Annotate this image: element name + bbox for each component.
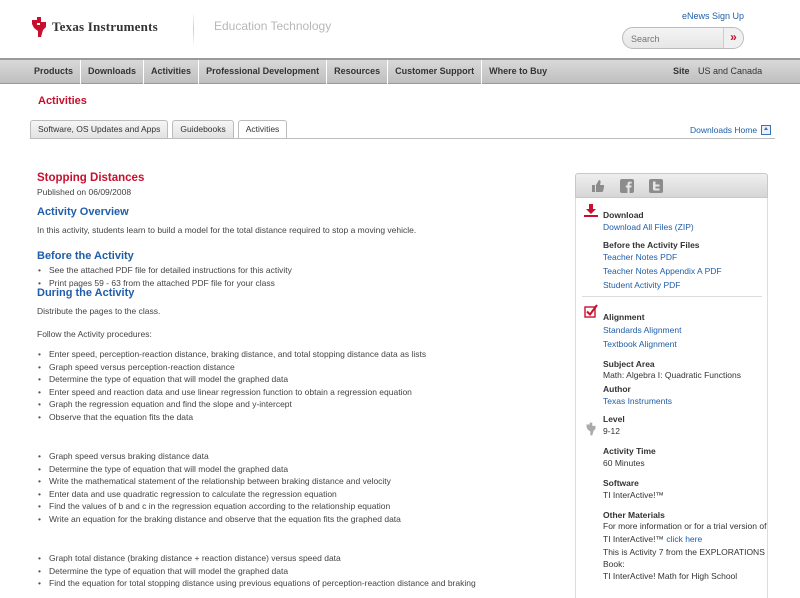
ti-logo[interactable] bbox=[30, 16, 158, 38]
downloads-home-link[interactable] bbox=[690, 125, 771, 135]
before-list bbox=[37, 264, 557, 289]
level-heading: Level bbox=[603, 414, 625, 424]
main-nav bbox=[0, 58, 800, 84]
click-here-link[interactable]: click here bbox=[666, 534, 703, 544]
list-item: • Find the equation for total stopping distance using previous equations of perception-reaction distance and braking bbox=[37, 577, 557, 590]
site-selector[interactable] bbox=[673, 60, 762, 83]
teacher-notes-appendix-link[interactable]: Teacher Notes Appendix A PDF bbox=[603, 266, 722, 276]
search-input[interactable] bbox=[631, 32, 721, 45]
alignment-heading: Alignment bbox=[603, 312, 645, 322]
list-item: • Graph the regression equation and find the slope and y-intercept bbox=[37, 398, 557, 411]
like-icon[interactable] bbox=[591, 179, 605, 193]
list-item: • Write an equation for the braking distance and observe that the equation fits the graphed data bbox=[37, 513, 557, 526]
share-bar bbox=[575, 173, 768, 198]
procedure-list-3 bbox=[37, 552, 557, 590]
sidebar-divider bbox=[582, 296, 762, 297]
explorations-book-label: Book: bbox=[603, 559, 625, 569]
subject-area-value: Math: Algebra I: Quadratic Functions bbox=[603, 370, 741, 380]
checkbox-checked-icon bbox=[584, 304, 598, 320]
teacher-notes-pdf-link[interactable]: Teacher Notes PDF bbox=[603, 252, 678, 262]
list-item: • Enter speed and reaction data and use linear regression function to obtain a regression equation bbox=[37, 386, 557, 399]
list-item: • Graph speed versus perception-reaction distance bbox=[37, 361, 557, 374]
header-subtitle: Education Technology bbox=[214, 19, 332, 33]
procedure-list-1 bbox=[37, 348, 557, 423]
download-icon bbox=[584, 204, 598, 219]
other-materials-heading: Other Materials bbox=[603, 510, 665, 520]
explorations-note: This is Activity 7 from the EXPLORATIONS bbox=[603, 547, 765, 557]
tab-divider bbox=[30, 138, 775, 139]
student-activity-pdf-link[interactable]: Student Activity PDF bbox=[603, 280, 681, 290]
tab-software-os-updates[interactable]: Software, OS Updates and Apps bbox=[30, 120, 168, 138]
procedure-list-2 bbox=[37, 450, 557, 525]
list-item: • Print pages 59 - 63 from the attached PDF file for your class bbox=[37, 277, 557, 290]
twitter-icon[interactable] bbox=[649, 179, 663, 193]
nav-item-resources[interactable]: Resources bbox=[327, 60, 388, 84]
overview-text: In this activity, students learn to build a model for the total distance required to stop a moving vehicle. bbox=[37, 225, 417, 235]
list-item: • Determine the type of equation that will model the graphed data bbox=[37, 565, 557, 578]
nav-item-customer-support[interactable]: Customer Support bbox=[388, 60, 482, 84]
explorations-book-title: TI InterActive! Math for High School bbox=[603, 571, 738, 581]
standards-alignment-link[interactable]: Standards Alignment bbox=[603, 325, 682, 335]
search-submit-button[interactable]: » bbox=[723, 28, 743, 48]
overview-heading: Activity Overview bbox=[37, 206, 129, 218]
trial-product-name: TI InterActive!™ bbox=[603, 534, 664, 544]
during-text-distribute: Distribute the pages to the class. bbox=[37, 306, 161, 316]
published-date: Published on 06/09/2008 bbox=[37, 187, 132, 197]
author-link[interactable]: Texas Instruments bbox=[603, 396, 672, 406]
list-item: • Graph total distance (braking distance + reaction distance) versus speed data bbox=[37, 552, 557, 565]
alignment-section bbox=[603, 312, 766, 582]
site-header bbox=[0, 0, 800, 58]
download-all-zip-link[interactable]: Download All Files (ZIP) bbox=[603, 222, 694, 232]
nav-item-products[interactable]: Products bbox=[27, 60, 81, 84]
list-item: • Enter speed, perception-reaction distance, braking distance, and total stopping distance data as lists bbox=[37, 348, 557, 361]
activity-sidebar bbox=[575, 173, 768, 598]
downloads-home-label[interactable]: Downloads Home bbox=[690, 125, 758, 135]
activity-time-heading: Activity Time bbox=[603, 446, 656, 456]
subject-area-heading: Subject Area bbox=[603, 359, 655, 369]
other-materials-text: For more information or for a trial version of bbox=[603, 521, 767, 531]
activity-content bbox=[37, 172, 557, 590]
software-value: TI InterActive!™ bbox=[603, 490, 664, 500]
list-item: • Enter data and use quadratic regression to calculate the regression equation bbox=[37, 488, 557, 501]
search-box bbox=[622, 27, 744, 49]
header-divider bbox=[193, 12, 194, 46]
download-heading: Download bbox=[603, 210, 644, 220]
activity-title: Stopping Distances bbox=[37, 172, 145, 184]
tab-guidebooks[interactable]: Guidebooks bbox=[172, 120, 233, 138]
software-heading: Software bbox=[603, 478, 639, 488]
ti-author-icon bbox=[584, 422, 598, 438]
level-value: 9-12 bbox=[603, 426, 621, 436]
list-item: • Determine the type of equation that will model the graphed data bbox=[37, 463, 557, 476]
nav-item-where-to-buy[interactable]: Where to Buy bbox=[489, 66, 548, 76]
list-item: • Determine the type of equation that will model the graphed data bbox=[37, 373, 557, 386]
nav-item-downloads[interactable]: Downloads bbox=[81, 60, 144, 84]
tab-activities[interactable]: Activities bbox=[238, 120, 288, 139]
page-title: Activities bbox=[38, 95, 87, 107]
site-value[interactable]: US and Canada bbox=[698, 66, 763, 76]
author-heading: Author bbox=[603, 384, 631, 394]
before-files-heading: Before the Activity Files bbox=[603, 240, 700, 250]
list-item: • Write the mathematical statement of the relationship between braking distance and velocity bbox=[37, 475, 557, 488]
facebook-icon[interactable] bbox=[620, 179, 634, 193]
list-item: • Observe that the equation fits the data bbox=[37, 411, 557, 424]
site-label: Site bbox=[673, 66, 690, 76]
enews-signup-link[interactable]: eNews Sign Up bbox=[681, 11, 744, 21]
textbook-alignment-link[interactable]: Textbook Alignment bbox=[603, 339, 677, 349]
list-item: • See the attached PDF file for detailed instructions for this activity bbox=[37, 264, 557, 277]
sidebar-body bbox=[575, 198, 768, 598]
during-text-follow: Follow the Activity procedures: bbox=[37, 329, 152, 339]
list-item: • Find the values of b and c in the regression equation according to the relationship equation bbox=[37, 500, 557, 513]
nav-item-professional-development[interactable]: Professional Development bbox=[199, 60, 327, 84]
logo-text: Texas Instruments bbox=[52, 19, 158, 34]
ti-logo-icon bbox=[30, 16, 48, 38]
tab-bar bbox=[30, 120, 291, 139]
activity-time-value: 60 Minutes bbox=[603, 458, 645, 468]
during-heading: During the Activity bbox=[37, 287, 135, 299]
list-item: • Graph speed versus braking distance data bbox=[37, 450, 557, 463]
other-materials-trial bbox=[603, 532, 766, 546]
home-icon[interactable] bbox=[761, 125, 771, 135]
before-heading: Before the Activity bbox=[37, 250, 134, 262]
download-section bbox=[603, 210, 722, 292]
nav-item-activities[interactable]: Activities bbox=[144, 60, 199, 84]
